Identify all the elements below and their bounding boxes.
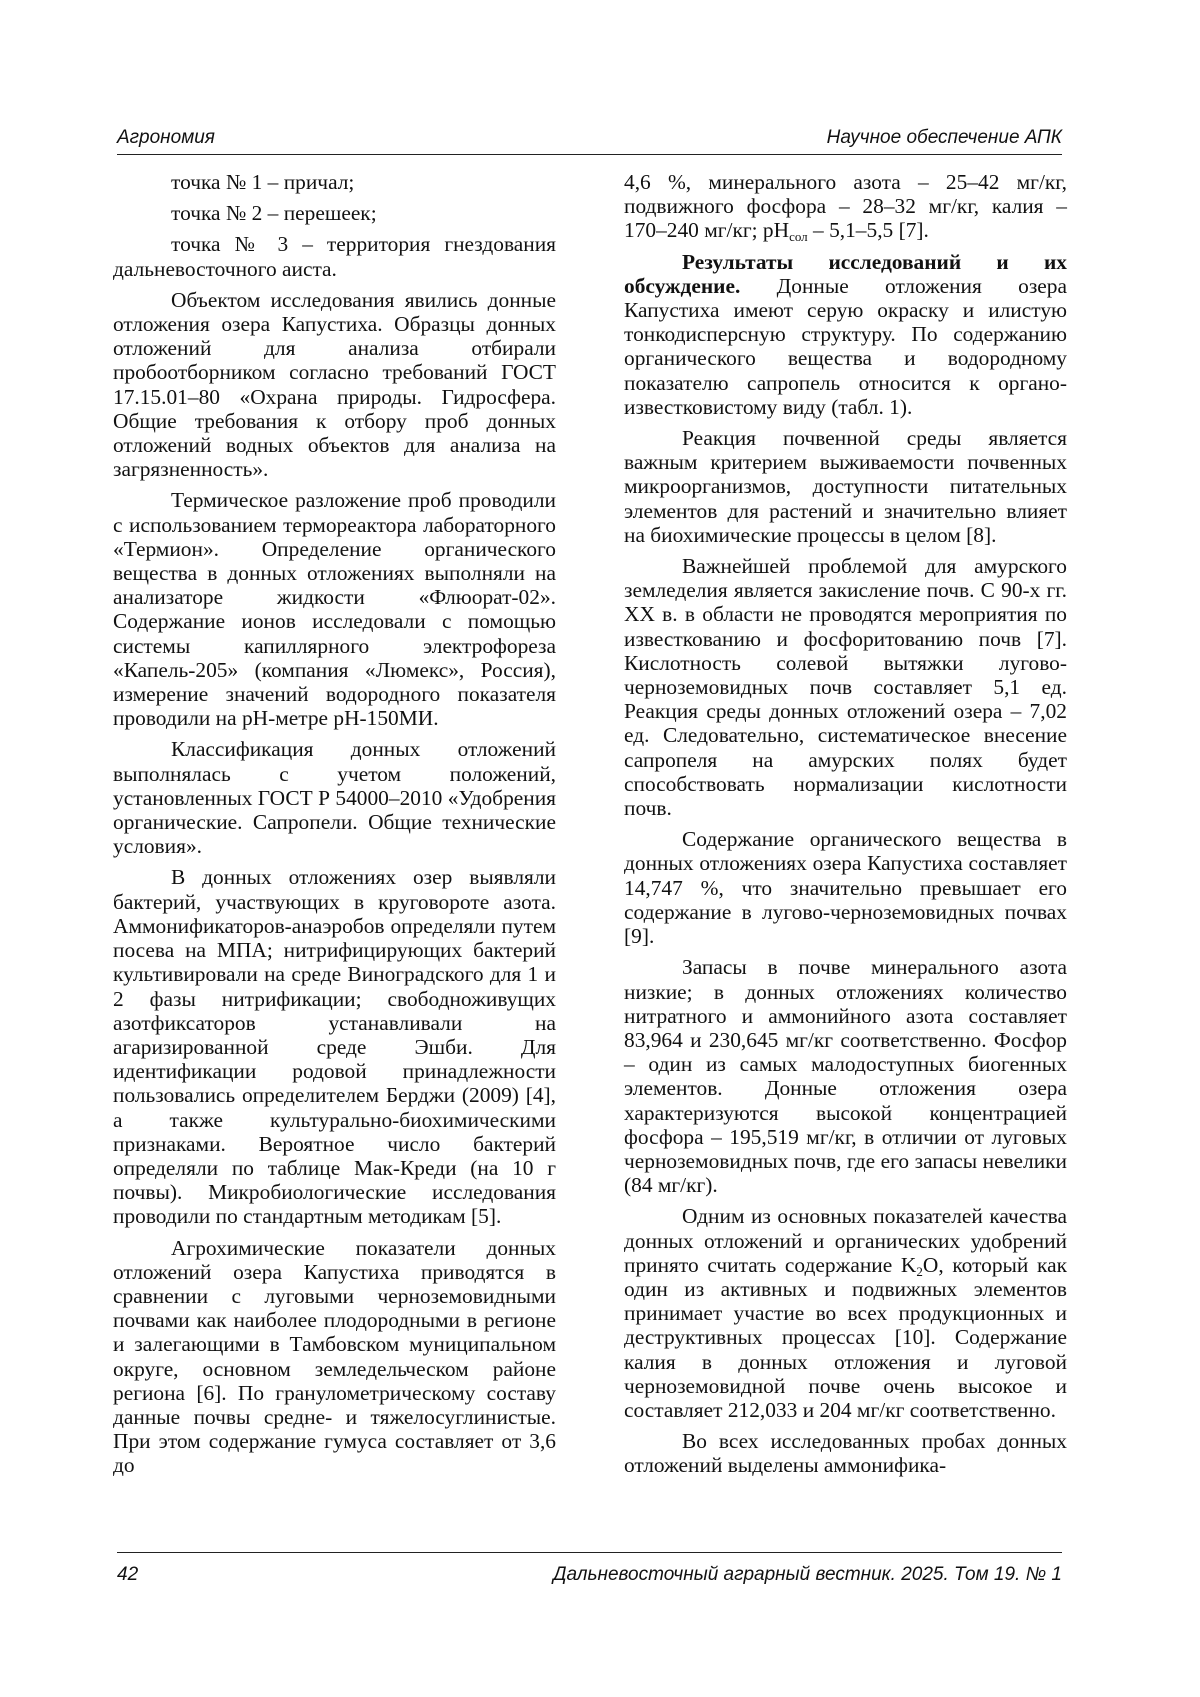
- potassium-subscript: 2: [916, 1263, 923, 1279]
- running-header: [117, 124, 1062, 154]
- paragraph-potassium: [624, 1204, 1067, 1422]
- paragraph-nitrogen-phosphorus: Запасы в почве минерального азота низкие; в донных отложениях количество нитратного и аммонийного азота составляет 83,964 и 230,645 мг/кг соответственно. Фосфор – один из самых малодоступных биогенных элементов. Донные отложения озера характеризуются высокой концентрацией фосфора – 195,519 мг/кг, в отличии от луговых черноземовидных почв, где его запасы невелики (84 мг/кг).: [624, 955, 1067, 1198]
- paragraph-research-object: Объектом исследования явились донные отложения озера Капустиха. Образцы донных отложений для анализа отбирали пробоотборником согласно требований ГОСТ 17.15.01–80 «Охрана природы. Гидросфера. Общие требования к отбору проб донных отложений водных объектов для анализа на загрязненность».: [113, 287, 556, 482]
- paragraph-ammonifiers: Во всех исследованных пробах донных отложений выделены аммонифика-: [624, 1429, 1067, 1478]
- ph-subscript: сол: [789, 229, 808, 245]
- potassium-text-before: Одним из основных показателей качества донных отложений и органических удобрений принято считать содержание K: [624, 1204, 1067, 1277]
- results-text: Донные отложения озера Капустиха имеют серую окраску и илистую тонкодисперсную структуру. По содержанию органического вещества и водородному показателю сапропель относится к органо-известковистому виду (табл. 1).: [624, 273, 1067, 419]
- paragraph-results: [624, 250, 1067, 419]
- paragraph-agrochemical: Агрохимические показатели донных отложений озера Капустиха приводятся в сравнении с луговыми черноземовидными почвами как наиболее плодородными в регионе и залегающими в Тамбовском муниципальном округе, основном земледельческом районе региона [6]. По гранулометрическому составу данные почвы средне- и тяжелосуглинистые. При этом содержание гумуса составляет от 3,6 до: [113, 1235, 556, 1478]
- list-item-point-1: точка № 1 – причал;: [171, 170, 355, 194]
- left-column: [113, 170, 556, 1478]
- header-rule: [117, 154, 1062, 155]
- paragraph-soil-reaction: Реакция почвенной среды является важным критерием выживаемости почвенных микроорганизмов, доступности питательных элементов для растений и значительно влияет на биохимические процессы в целом [8].: [624, 426, 1067, 547]
- ph-text-after: – 5,1–5,5 [7].: [807, 218, 929, 243]
- running-footer: [117, 1560, 1062, 1590]
- page-number: 42: [117, 1564, 139, 1585]
- paragraph-classification: Классификация донных отложений выполнялась с учетом положений, установленных ГОСТ Р 54000–2010 «Удобрения органические. Сапропели. Общие технические условия».: [113, 737, 556, 859]
- paragraph-thermal-decomposition: Термическое разложение проб проводили с использованием термореактора лабораторного «Термион». Определение органического вещества в донных отложениях выполняли на анализаторе жидкости «Флюорат-02». Содержание ионов исследовали с помощью системы капиллярного электрофореза «Капель-205» (компания «Люмекс», Россия), измерение значений водородного показателя проводили на pH-метре pH-150МИ.: [113, 488, 556, 731]
- potassium-text-after: O, который как один из активных и подвижных элементов принимает участие во всех продукционных и деструктивных процессах [10]. Содержание калия в донных отложения и луговой черноземовидной почве очень высокое и составляет 212,033 и 204 мг/кг соответственно.: [624, 1252, 1067, 1422]
- list-item-point-2: точка № 2 – перешеек;: [171, 201, 377, 226]
- header-rubric-label: Научное обеспечение АПК: [826, 127, 1062, 148]
- header-section-label: Агрономия: [117, 127, 215, 148]
- section-heading-results: Результаты исследований и их обсуждение.: [624, 249, 1067, 298]
- journal-citation: Дальневосточный аграрный вестник. 2025. Том 19. № 1: [553, 1564, 1062, 1585]
- paragraph-bacteria: В донных отложениях озер выявляли бактерий, участвующих в круговороте азота. Аммонификаторов-анаэробов определяли путем посева на МПА; нитрифицирующих бактерий культивировали на среде Виноградского для 1 и 2 фазы нитрификации; свободноживущих азотфиксаторов устанавливали на агаризированной среде Эшби. Для идентификации родовой принадлежности пользовались определителем Берджи (2009) [4], а также культурально-биохимическими признаками. Вероятное число бактерий определяли по таблице Мак-Креди (на 10 г почвы). Микробиологические исследования проводили по стандартным методикам [5].: [113, 865, 556, 1229]
- paragraph-acidification: Важнейшей проблемой для амурского земледелия является закисление почв. С 90-х гг. XX в. в области не проводятся мероприятия по известкованию и фосфоритованию почв [7]. Кислотность солевой вытяжки лугово-черноземовидных почв составляет 5,1 ед. Реакция среды донных отложений озера – 7,02 ед. Следовательно, систематическое внесение сапропеля на амурских полях будет способствовать нормализации кислотности почв.: [624, 554, 1067, 821]
- right-column: [624, 170, 1067, 1478]
- footer-rule: [117, 1552, 1062, 1553]
- list-item-point-3: точка № 3 – территория гнездования дальневосточного аиста.: [113, 232, 556, 281]
- paragraph-continuation: [624, 170, 1067, 243]
- paragraph-organic-matter: Содержание органического вещества в донных отложениях озера Капустиха составляет 14,747 %, что значительно превышает его содержание в лугово-черноземовидных почвах [9].: [624, 827, 1067, 949]
- ph-text-before: 4,6 %, минерального азота – 25–42 мг/кг, подвижного фосфора – 28–32 мг/кг, калия – 170–240 мг/кг; pH: [624, 170, 1067, 243]
